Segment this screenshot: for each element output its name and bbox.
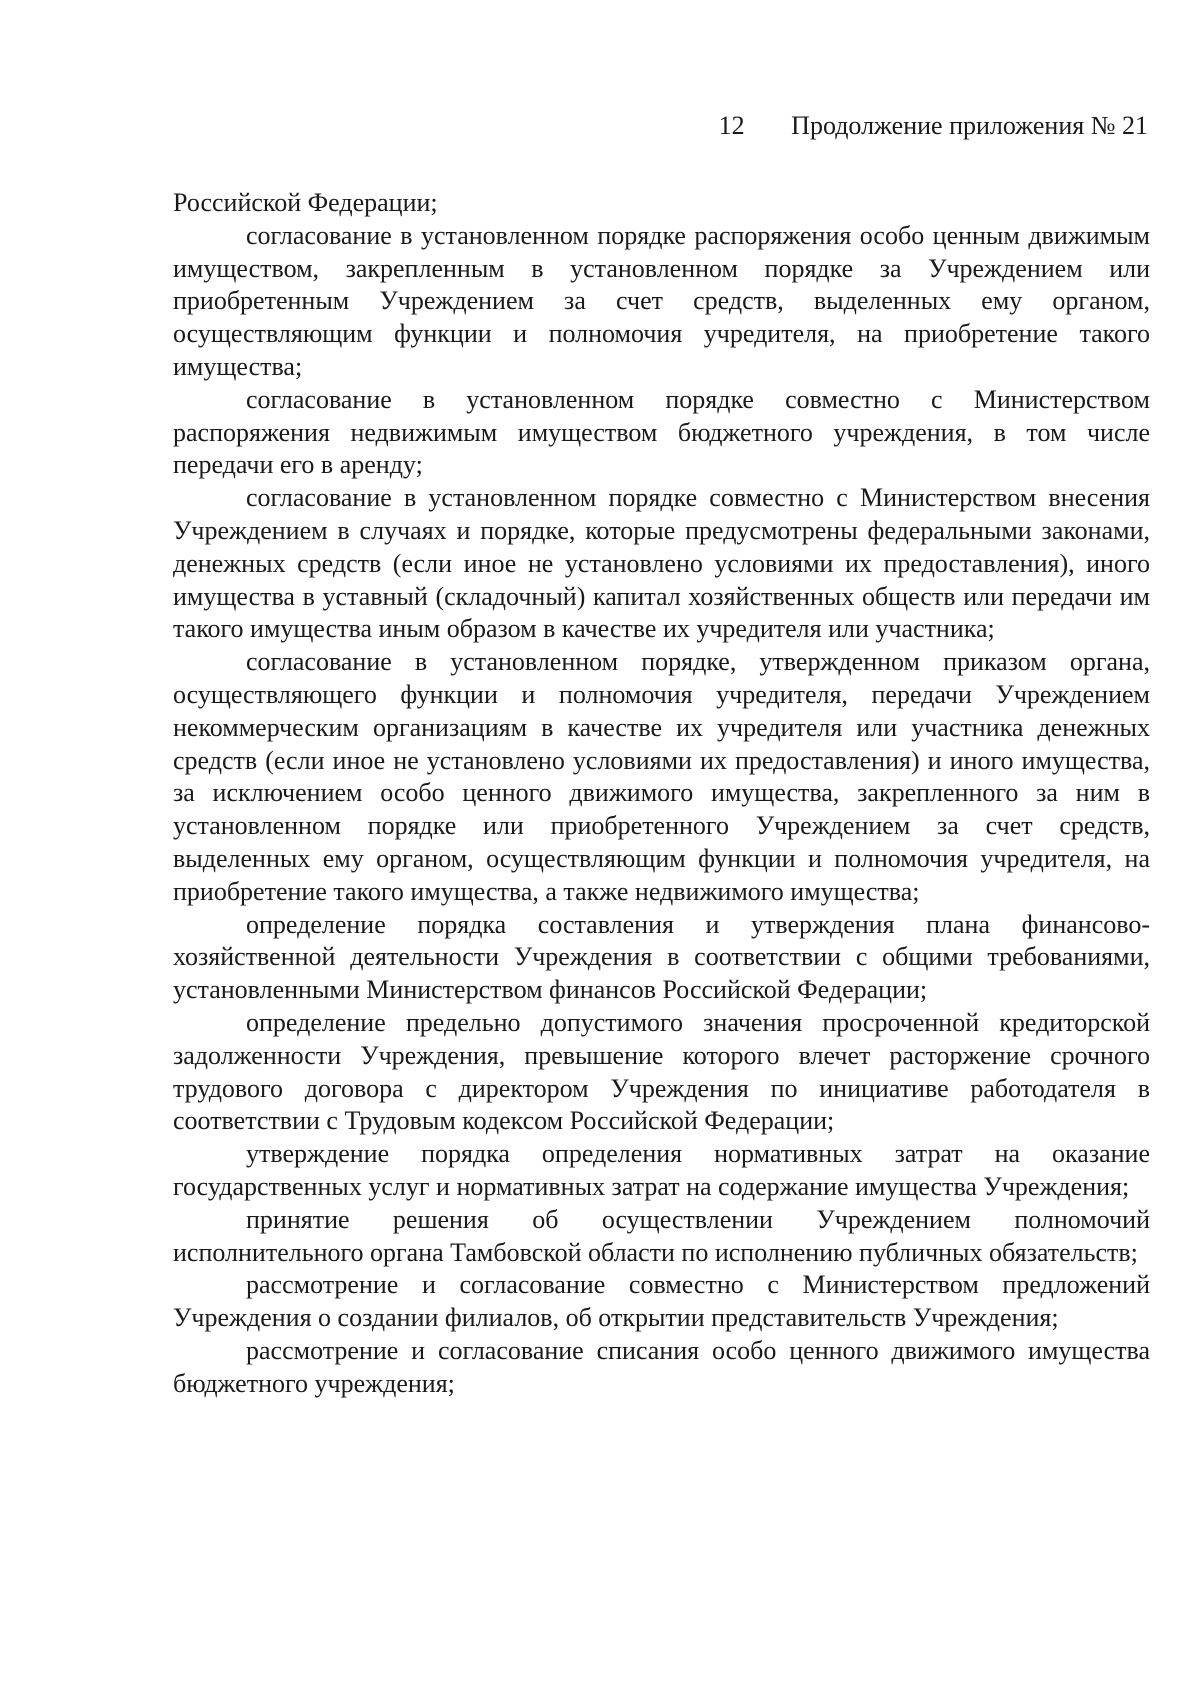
paragraph: согласование в установленном порядке совместно с Министерством внесения Учреждением в случаях и порядке, которые предусмотрены федеральными законами, денежных средств (если иное не установлено условиями их предоставления), иного имущества в уставный (складочный) капитал хозяйственных обществ или передачи им такого имущества иным образом в качестве их учредителя или участника; [173,483,1150,644]
document-body [173,187,1150,1400]
paragraph: рассмотрение и согласование списания особо ценного движимого имущества бюджетного учреждения; [173,1335,1150,1398]
paragraph: утверждение порядка определения нормативных затрат на оказание государственных услуг и нормативных затрат на содержание имущества Учреждения; [173,1139,1150,1201]
paragraph: согласование в установленном порядке распоряжения особо ценным движимым имуществом, закрепленным в установленном порядке за Учреждением или приобретенным Учреждением за счет средств, выделенных ему органом, осуществляющим функции и полномочия учредителя, на приобретение такого имущества; [173,220,1150,381]
page-number: 12 [718,111,745,140]
page-header [719,108,1148,144]
paragraph: согласование в установленном порядке совместно с Министерством распоряжения недвижимым имуществом бюджетного учреждения, в том числе передачи его в аренду; [173,384,1150,480]
paragraph: определение предельно допустимого значения просроченной кредиторской задолженности Учреждения, превышение которого влечет расторжение срочного трудового договора с директором Учреждения по инициативе работодателя в соответствии с Трудовым кодексом Российской Федерации; [173,1007,1150,1136]
paragraph: определение порядка составления и утверждения плана финансово-хозяйственной деятельности Учреждения в соответствии с общими требованиями, установленными Министерством финансов Российской Федерации; [173,909,1150,1005]
paragraph: согласование в установленном порядке, утвержденном приказом органа, осуществляющего функции и полномочия учредителя, передачи Учреждением некоммерческим организациям в качестве их учредителя или участника денежных средств (если иное не установлено условиями их предоставления) и иного имущества, за исключением особо ценного движимого имущества, закрепленного за ним в установленном порядке или приобретенного Учреждением за счет средств, выделенных ему органом, осуществляющим функции и полномочия учредителя, на приобретение такого имущества, а также недвижимого имущества; [173,647,1150,906]
paragraph: рассмотрение и согласование совместно с Министерством предложений Учреждения о создании филиалов, об открытии представительств Учреждения; [173,1270,1150,1333]
paragraph: принятие решения об осуществлении Учреждением полномочий исполнительного органа Тамбовской области по исполнению публичных обязательств; [173,1204,1150,1267]
appendix-continuation-title: Продолжение приложения № 21 [791,111,1148,140]
paragraph-continuation: Российской Федерации; [173,188,438,217]
